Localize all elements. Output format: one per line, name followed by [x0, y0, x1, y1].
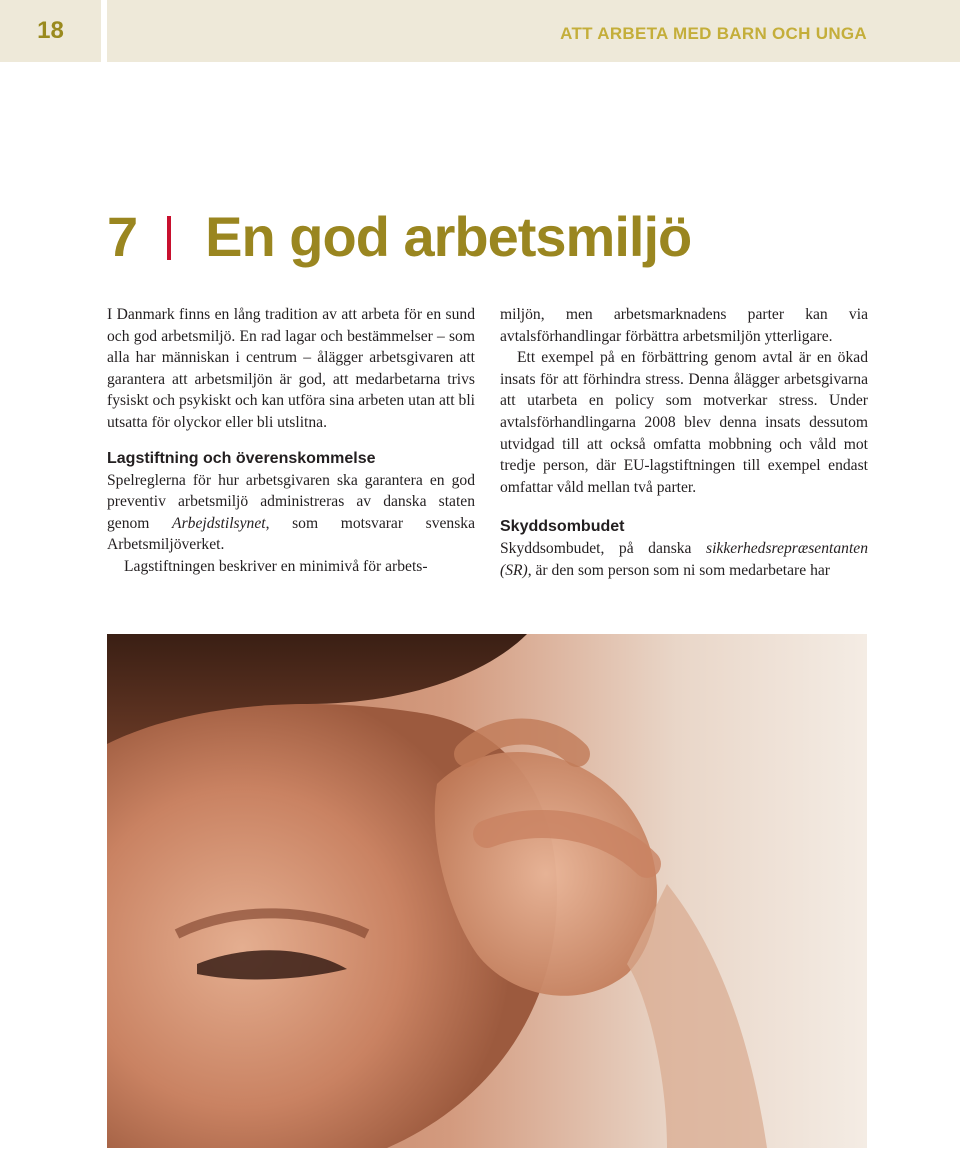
- stressed-person-photo: [107, 634, 867, 1148]
- running-title: ATT ARBETA MED BARN OCH UNGA: [560, 24, 867, 43]
- section-heading-lagstiftning: Lagstiftning och överenskommelse: [107, 449, 376, 467]
- lagstiftning-text-after: , som motsvarar svenska Arbetsmiljöverket.: [107, 514, 476, 554]
- skyddsombudet-text-after: , är den som person som ni som medarbetare har: [527, 561, 830, 579]
- chapter-heading: [107, 196, 691, 276]
- right-column: [500, 304, 868, 582]
- arbejdstilsynet-term: Arbejdstilsynet: [172, 514, 266, 532]
- intro-paragraph: I Danmark finns en lång tradition av att arbeta för en sund och god arbetsmiljö. En rad lagar och bestämmelser – som alla har människan i centrum – ålägger arbetsgivaren att garantera att arbetsmiljön är god, att medarbetarna trivs fysiskt och psykiskt och kan utföra sina arbeten utan att bli utsatta för olyckor eller bli utslitna.: [107, 306, 475, 431]
- chapter-title: En god arbetsmiljö: [205, 204, 692, 268]
- left-column: [107, 304, 475, 578]
- lagstiftning-text-before: Spelreglerna för hur arbetsgivaren ska garantera en god preventiv arbetsmiljö administreras av danska staten genom: [107, 471, 475, 532]
- section-heading-skyddsombudet: Skyddsombudet: [500, 518, 625, 536]
- chapter-number: 7: [107, 204, 138, 268]
- sikkerhedsrepraesentanten-term: sikkerhedsrepræsentanten (SR): [500, 540, 868, 579]
- skyddsombudet-text-before: Skyddsombudet, på danska: [500, 540, 707, 558]
- skyddsombudet-paragraph: [500, 538, 868, 581]
- stress-paragraph: Ett exempel på en förbättring genom avtal är en ökad insats för att förhindra stress. Denna ålägger arbetsgivarna att utarbeta en policy som motverkar stress. Under avtalsförhandlingarna 2008 blev denna insats dessutom utvidgad till att också omfatta mobbning och våld mot tredje person, där EU-lagstiftningen till exempel endast omfattar våld mellan två parter.: [500, 349, 868, 496]
- minimiva-paragraph: Lagstiftningen beskriver en minimivå för arbets-: [124, 557, 428, 575]
- continued-paragraph: miljön, men arbetsmarknadens parter kan via avtalsförhandlingar förbättra arbetsmiljön ytterligare.: [500, 306, 868, 345]
- page-number: 18: [0, 0, 101, 62]
- lagstiftning-paragraph: [107, 470, 475, 556]
- chapter-divider: [167, 216, 171, 260]
